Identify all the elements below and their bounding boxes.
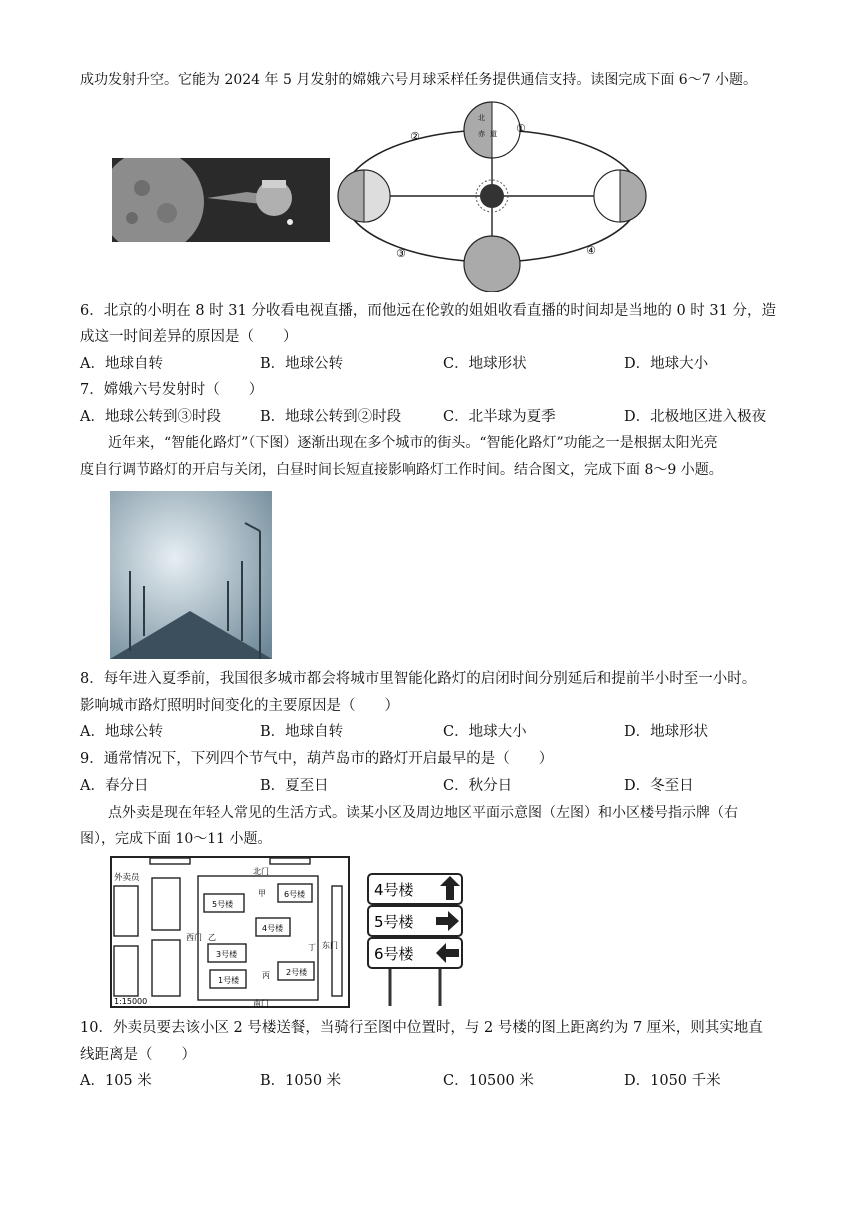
map-point-bing: 丙 [262,971,270,980]
q6-stem-line2: 成这一时间差异的原因是（ ） [80,329,298,345]
q9-option-c[interactable]: C．秋分日 [443,778,513,794]
map-point-jia: 甲 [258,889,266,898]
q10-option-d[interactable]: D．1050 千米 [624,1073,721,1089]
q6-option-a[interactable]: A．地球自转 [80,356,163,372]
q7-option-b[interactable]: B．地球公转到②时段 [260,409,402,425]
map-building-4: 4号楼 [262,924,284,933]
q10-option-b[interactable]: B．1050 米 [260,1073,342,1089]
q7-stem: 7．嫦娥六号发射时（ ） [80,382,264,398]
q6-stem-line1: 6．北京的小明在 8 时 31 分收看电视直播，而他远在伦敦的姐姐收看直播的时间却是当地的 0 时 31 分，造 [80,303,776,319]
q6-option-c[interactable]: C．地球形状 [443,356,527,372]
map-courier-label: 外卖员 [114,873,140,883]
map-building-2: 2号楼 [286,968,308,977]
q9-option-a[interactable]: A．春分日 [80,778,149,794]
q8-stem-line1: 8．每年进入夏季前，我国很多城市都会将城市里智能化路灯的启闭时间分别延后和提前半小时至一小时。 [80,671,757,687]
q6-option-b[interactable]: B．地球公转 [260,356,344,372]
q10-option-c[interactable]: C．10500 米 [443,1073,534,1089]
q8-option-d[interactable]: D．地球形状 [624,724,709,740]
orbit-label-1: ① [516,122,526,135]
map-scale: 1:15000 [114,997,148,1006]
map-point-ding: 丁 [308,943,316,952]
map-east-gate: 东门 [322,941,338,950]
q9-option-b[interactable]: B．夏至日 [260,778,329,794]
earth-latitude-label-2: 赤 [478,130,485,138]
earth-latitude-label-1: 北 [478,114,485,122]
q8-option-a[interactable]: A．地球公转 [80,724,163,740]
q6-option-d[interactable]: D．地球大小 [624,356,709,372]
map-north-gate: 北门 [253,867,269,876]
q7-option-a[interactable]: A．地球公转到③时段 [80,409,221,425]
q8-option-c[interactable]: C．地球大小 [443,724,527,740]
map-building-5: 5号楼 [212,900,234,909]
sign-label-4: 4号楼 [374,881,414,899]
passage3-line1: 点外卖是现在年轻人常见的生活方式。读某小区及周边地区平面示意图（左图）和小区楼号指示牌（右 [80,805,738,821]
q8-option-b[interactable]: B．地球自转 [260,724,344,740]
map-building-1: 1号楼 [218,976,240,985]
q7-option-d[interactable]: D．北极地区进入极夜 [624,409,767,425]
passage2-line1: 近年来，“智能化路灯”（下图）逐渐出现在多个城市的街头。“智能化路灯”功能之一是根据太阳光亮 [80,435,718,451]
map-point-yi: 乙 [208,933,216,942]
q9-stem: 9．通常情况下，下列四个节气中，葫芦岛市的路灯开启最早的是（ ） [80,751,554,767]
intro-line: 成功发射升空。它能为 2024 年 5 月发射的嫦娥六号月球采样任务提供通信支持。读图完成下面 6～7 小题。 [80,72,758,88]
sign-label-5: 5号楼 [374,913,414,931]
satellite-photo [112,158,332,242]
q9-option-d[interactable]: D．冬至日 [624,778,694,794]
map-south-gate: 南门 [253,999,269,1008]
map-west-gate: 西门 [186,933,202,942]
building-signpost [360,856,465,1008]
residential-map [110,856,350,1008]
q7-option-c[interactable]: C．北半球为夏季 [443,409,556,425]
map-building-6: 6号楼 [284,890,306,899]
orbit-label-4: ④ [586,244,596,257]
q8-stem-line2: 影响城市路灯照明时间变化的主要原因是（ ） [80,698,399,714]
orbit-label-2: ② [410,130,420,143]
smart-streetlight-photo [110,491,272,659]
sign-label-6: 6号楼 [374,945,414,963]
earth-orbit-diagram [330,92,660,292]
q10-stem-line1: 10．外卖员要去该小区 2 号楼送餐，当骑行至图中位置时，与 2 号楼的图上距离约为 7 厘米，则其实地直 [80,1020,763,1036]
passage2-line2: 度自行调节路灯的开启与关闭，白昼时间长短直接影响路灯工作时间。结合图文，完成下面 8～9 小题。 [80,462,723,478]
q10-option-a[interactable]: A．105 米 [80,1073,152,1089]
passage3-line2: 图），完成下面 10～11 小题。 [80,831,272,847]
orbit-label-3: ③ [396,247,406,260]
earth-latitude-label-3: 道 [490,130,497,138]
map-building-3: 3号楼 [216,950,238,959]
q10-stem-line2: 线距离是（ ） [80,1047,196,1063]
